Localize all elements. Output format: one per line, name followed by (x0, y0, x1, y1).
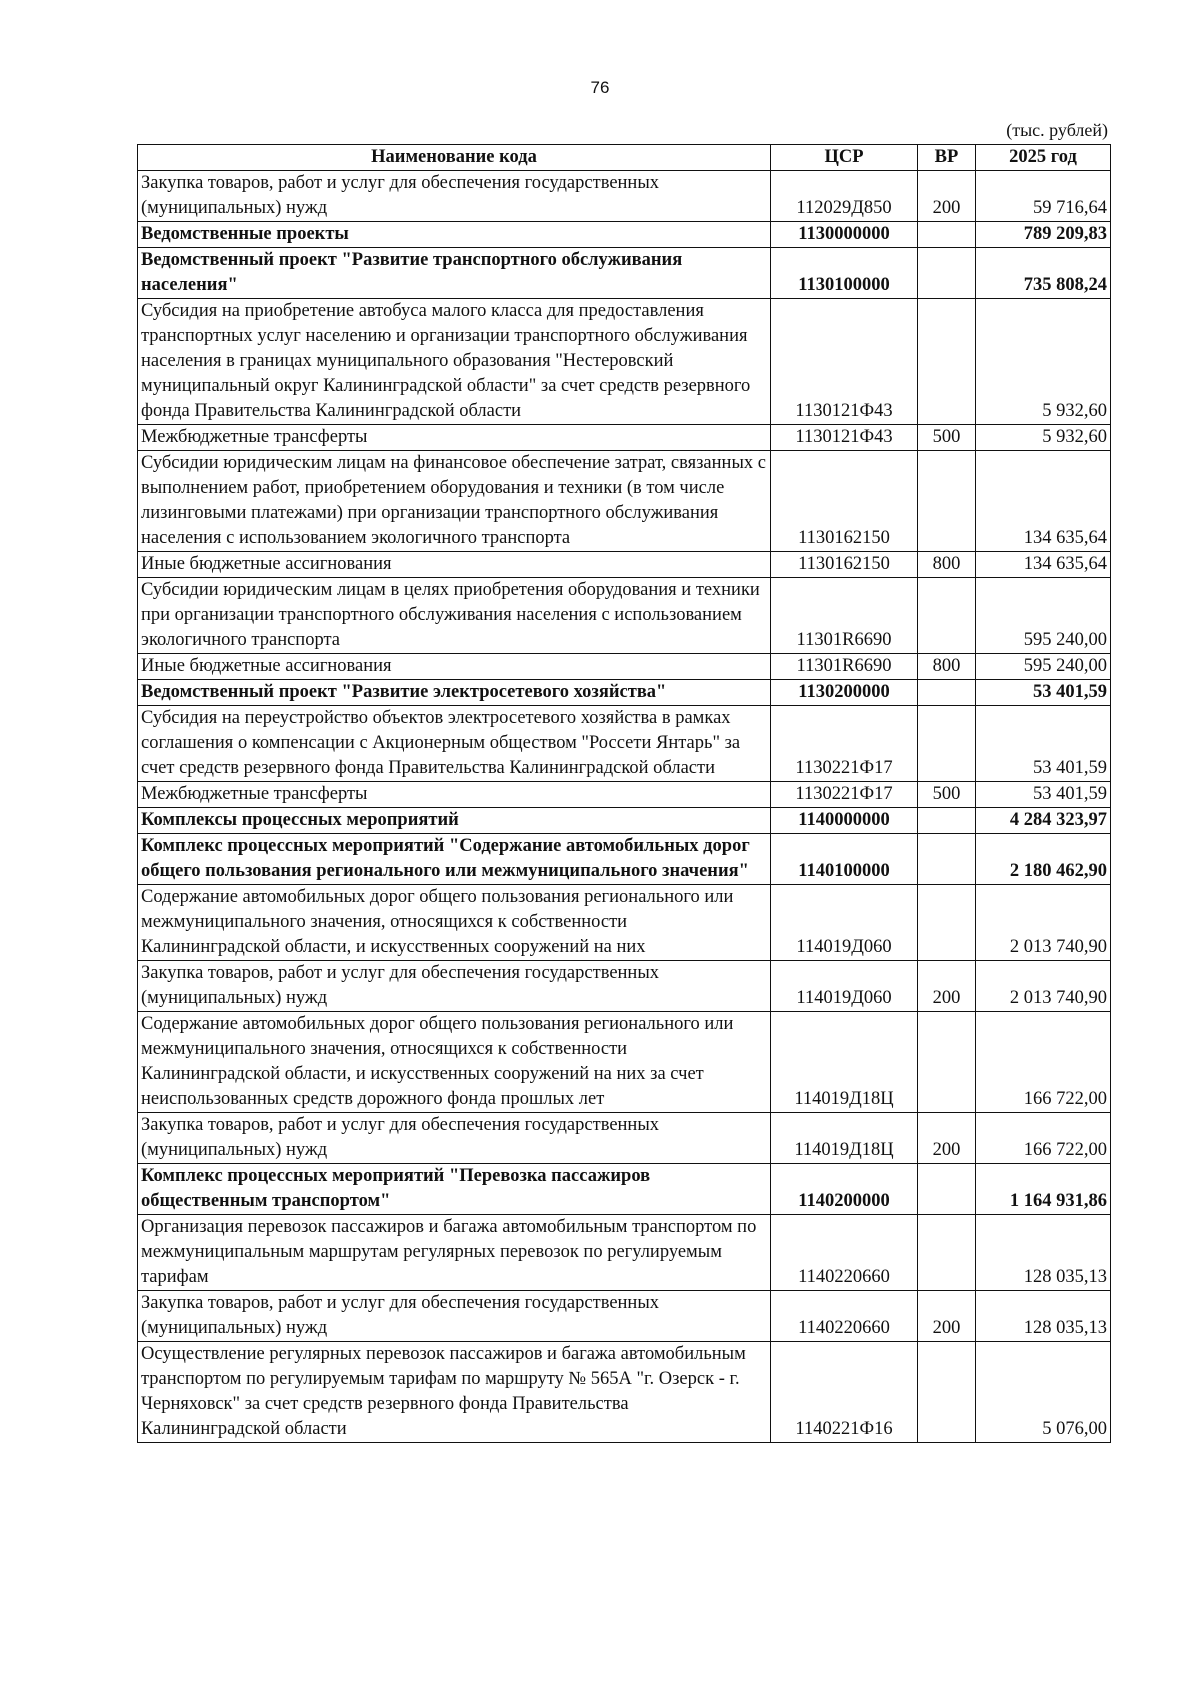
cell-csr: 1130100000 (771, 248, 918, 299)
cell-csr: 1140221Ф16 (771, 1342, 918, 1443)
table-row (138, 885, 1111, 961)
cell-csr: 1130121Ф43 (771, 425, 918, 451)
cell-csr: 114019Д18Ц (771, 1012, 918, 1113)
cell-name: Ведомственные проекты (138, 222, 771, 248)
cell-amount: 595 240,00 (976, 578, 1111, 654)
cell-vr: 200 (918, 1113, 976, 1164)
cell-vr (918, 834, 976, 885)
cell-name: Осуществление регулярных перевозок пассажиров и багажа автомобильным транспортом по регулируемым тарифам по маршруту № 565А "г. Озерск - г. Черняховск" за счет средств резервного фонда Правительства Калининградской области (138, 1342, 771, 1443)
cell-name: Закупка товаров, работ и услуг для обеспечения государственных (муниципальных) нужд (138, 171, 771, 222)
cell-amount: 59 716,64 (976, 171, 1111, 222)
cell-csr: 1130162150 (771, 451, 918, 552)
cell-amount: 2 013 740,90 (976, 961, 1111, 1012)
cell-name: Закупка товаров, работ и услуг для обеспечения государственных (муниципальных) нужд (138, 1113, 771, 1164)
cell-amount: 53 401,59 (976, 680, 1111, 706)
cell-amount: 5 932,60 (976, 299, 1111, 425)
cell-name: Субсидия на переустройство объектов электросетевого хозяйства в рамках соглашения о компенсации с Акционерным обществом "Россети Янтарь" за счет средств резервного фонда Правительства Калининградской области (138, 706, 771, 782)
cell-csr: 11301R6690 (771, 654, 918, 680)
cell-vr: 800 (918, 654, 976, 680)
cell-vr (918, 1012, 976, 1113)
cell-vr: 500 (918, 782, 976, 808)
cell-name: Иные бюджетные ассигнования (138, 552, 771, 578)
table-row (138, 961, 1111, 1012)
cell-amount: 2 013 740,90 (976, 885, 1111, 961)
header-name: Наименование кода (138, 145, 771, 171)
cell-amount: 134 635,64 (976, 451, 1111, 552)
cell-name: Комплексы процессных мероприятий (138, 808, 771, 834)
cell-amount: 1 164 931,86 (976, 1164, 1111, 1215)
table-row (138, 680, 1111, 706)
cell-csr: 1130000000 (771, 222, 918, 248)
table-row (138, 1291, 1111, 1342)
cell-csr: 1130221Ф17 (771, 706, 918, 782)
cell-name: Содержание автомобильных дорог общего пользования регионального или межмуниципального значения, относящихся к собственности Калининградской области, и искусственных сооружений на них (138, 885, 771, 961)
table-row (138, 552, 1111, 578)
cell-name: Межбюджетные трансферты (138, 782, 771, 808)
units-label: (тыс. рублей) (1006, 120, 1108, 140)
cell-amount: 789 209,83 (976, 222, 1111, 248)
header-amount: 2025 год (976, 145, 1111, 171)
table-row (138, 808, 1111, 834)
cell-amount: 4 284 323,97 (976, 808, 1111, 834)
cell-csr: 1140200000 (771, 1164, 918, 1215)
cell-vr (918, 1164, 976, 1215)
table-row (138, 1215, 1111, 1291)
cell-amount: 166 722,00 (976, 1113, 1111, 1164)
cell-name: Содержание автомобильных дорог общего пользования регионального или межмуниципального значения, относящихся к собственности Калининградской области, и искусственных сооружений на них за счет неиспользованных средств дорожного фонда прошлых лет (138, 1012, 771, 1113)
cell-name: Организация перевозок пассажиров и багажа автомобильным транспортом по межмуниципальным маршрутам регулярных перевозок по регулируемым тарифам (138, 1215, 771, 1291)
cell-vr: 500 (918, 425, 976, 451)
table-row (138, 578, 1111, 654)
cell-csr: 1130221Ф17 (771, 782, 918, 808)
cell-vr (918, 1342, 976, 1443)
cell-amount: 128 035,13 (976, 1215, 1111, 1291)
header-csr: ЦСР (771, 145, 918, 171)
cell-csr: 1140100000 (771, 834, 918, 885)
cell-csr: 114019Д18Ц (771, 1113, 918, 1164)
cell-vr: 200 (918, 1291, 976, 1342)
cell-amount: 5 076,00 (976, 1342, 1111, 1443)
cell-name: Комплекс процессных мероприятий "Содержание автомобильных дорог общего пользования регионального или межмуниципального значения" (138, 834, 771, 885)
table-body (138, 171, 1111, 1443)
cell-csr: 1140220660 (771, 1215, 918, 1291)
cell-csr: 11301R6690 (771, 578, 918, 654)
cell-csr: 1130200000 (771, 680, 918, 706)
cell-name: Ведомственный проект "Развитие транспортного обслуживания населения" (138, 248, 771, 299)
header-vr: ВР (918, 145, 976, 171)
cell-csr: 114019Д060 (771, 961, 918, 1012)
cell-vr (918, 299, 976, 425)
cell-csr: 114019Д060 (771, 885, 918, 961)
table-row (138, 425, 1111, 451)
cell-csr: 1140000000 (771, 808, 918, 834)
cell-vr (918, 578, 976, 654)
cell-csr: 112029Д850 (771, 171, 918, 222)
table-row (138, 706, 1111, 782)
table-row (138, 1012, 1111, 1113)
cell-name: Иные бюджетные ассигнования (138, 654, 771, 680)
table-row (138, 171, 1111, 222)
table-row (138, 834, 1111, 885)
cell-amount: 128 035,13 (976, 1291, 1111, 1342)
cell-amount: 53 401,59 (976, 706, 1111, 782)
cell-csr: 1140220660 (771, 1291, 918, 1342)
table-row (138, 222, 1111, 248)
table-row (138, 299, 1111, 425)
cell-vr (918, 451, 976, 552)
cell-name: Межбюджетные трансферты (138, 425, 771, 451)
table-row (138, 782, 1111, 808)
cell-amount: 2 180 462,90 (976, 834, 1111, 885)
cell-vr (918, 706, 976, 782)
cell-csr: 1130121Ф43 (771, 299, 918, 425)
cell-vr: 800 (918, 552, 976, 578)
cell-amount: 595 240,00 (976, 654, 1111, 680)
cell-vr (918, 808, 976, 834)
cell-vr (918, 248, 976, 299)
cell-vr: 200 (918, 171, 976, 222)
cell-vr (918, 222, 976, 248)
cell-vr (918, 1215, 976, 1291)
cell-name: Комплекс процессных мероприятий "Перевозка пассажиров общественным транспортом" (138, 1164, 771, 1215)
cell-name: Субсидия на приобретение автобуса малого класса для предоставления транспортных услуг населению и организации транспортного обслуживания населения в границах муниципального образования "Нестеровский муниципальный округ Калининградской области" за счет средств резервного фонда Правительства Калининградской области (138, 299, 771, 425)
table-row (138, 1113, 1111, 1164)
cell-name: Закупка товаров, работ и услуг для обеспечения государственных (муниципальных) нужд (138, 961, 771, 1012)
table-row (138, 654, 1111, 680)
cell-name: Субсидии юридическим лицам на финансовое обеспечение затрат, связанных с выполнением работ, приобретением оборудования и техники (в том числе лизинговыми платежами) при организации транспортного обслуживания населения с использованием экологичного транспорта (138, 451, 771, 552)
cell-amount: 735 808,24 (976, 248, 1111, 299)
cell-vr: 200 (918, 961, 976, 1012)
table-row (138, 248, 1111, 299)
table-header-row (138, 145, 1111, 171)
table-row (138, 1164, 1111, 1215)
cell-amount: 5 932,60 (976, 425, 1111, 451)
budget-table (137, 144, 1111, 1443)
cell-name: Субсидии юридическим лицам в целях приобретения оборудования и техники при организации транспортного обслуживания населения с использованием экологичного транспорта (138, 578, 771, 654)
cell-amount: 166 722,00 (976, 1012, 1111, 1113)
table-row (138, 451, 1111, 552)
cell-name: Ведомственный проект "Развитие электросетевого хозяйства" (138, 680, 771, 706)
cell-name: Закупка товаров, работ и услуг для обеспечения государственных (муниципальных) нужд (138, 1291, 771, 1342)
table-row (138, 1342, 1111, 1443)
cell-vr (918, 680, 976, 706)
cell-amount: 53 401,59 (976, 782, 1111, 808)
cell-csr: 1130162150 (771, 552, 918, 578)
page-number: 76 (590, 78, 610, 97)
cell-amount: 134 635,64 (976, 552, 1111, 578)
cell-vr (918, 885, 976, 961)
